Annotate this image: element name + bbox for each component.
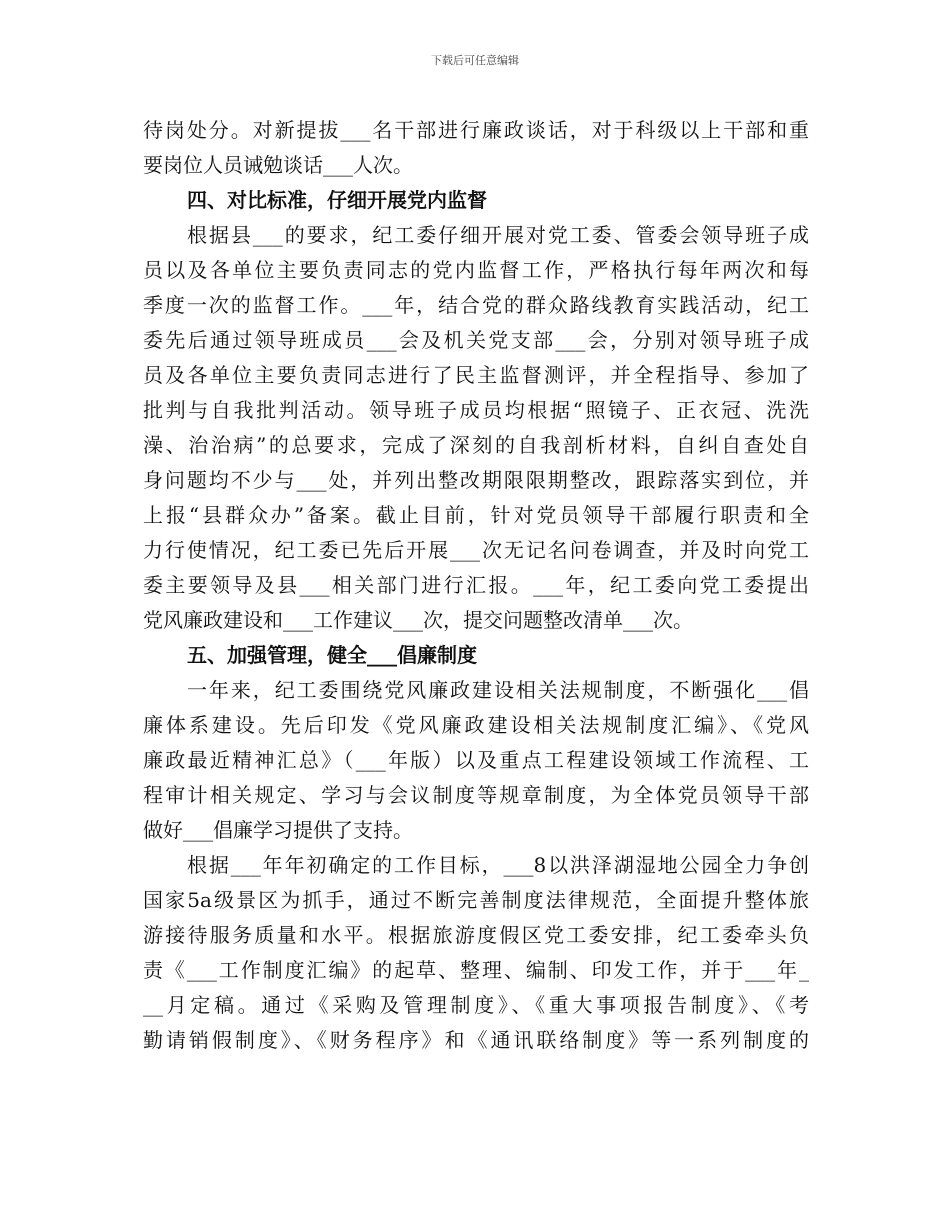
body-line: 根据县___的要求，纪工委仔细开展对党工委、管委会领导班子成 — [187, 223, 809, 247]
body-line: 批判与自我批判活动。领导班子成员均根据“照镜子、正衣冠、洗洗 — [143, 398, 809, 422]
body-line: __月定稿。通过《采购及管理制度》、《重大事项报告制度》、《考 — [143, 993, 809, 1017]
section-heading: 五、加强管理，健全___倡廉制度 — [187, 643, 477, 667]
body-line: 力行使情况，纪工委已先后开展___次无记名问卷调查，并及时向党工 — [143, 538, 809, 562]
body-line: 要岗位人员诫勉谈话___人次。 — [143, 153, 413, 177]
page-header: 下载后可任意编辑 — [431, 54, 519, 67]
body-line: 待岗处分。对新提拔___名干部进行廉政谈话，对于科级以上干部和重 — [143, 118, 809, 142]
body-line: 做好___倡廉学习提供了支持。 — [143, 818, 413, 842]
body-line: 员以及各单位主要负责同志的党内监督工作，严格执行每年两次和每 — [143, 258, 809, 282]
body-line: 国家5a级景区为抓手，通过不断完善制度法律规范，全面提升整体旅 — [143, 888, 809, 912]
body-line: 游接待服务质量和水平。根据旅游度假区党工委安排，纪工委牵头负 — [143, 923, 809, 947]
body-line: 一年来，纪工委围绕党风廉政建设相关法规制度，不断强化___倡 — [187, 678, 809, 702]
section-heading: 四、对比标准，仔细开展党内监督 — [187, 188, 487, 212]
body-line: 身问题均不少与___处，并列出整改期限限期整改，跟踪落实到位，并 — [143, 468, 809, 492]
body-line: 员及各单位主要负责同志进行了民主监督测评，并全程指导、参加了 — [143, 363, 809, 387]
body-line: 委主要领导及县___相关部门进行汇报。___年，纪工委向党工委提出 — [143, 573, 809, 597]
body-line: 廉政最近精神汇总》（___年版）以及重点工程建设领域工作流程、工 — [143, 748, 809, 772]
body-line: 党风廉政建设和___工作建议___次，提交问题整改清单___次。 — [143, 608, 693, 632]
body-line: 上报“县群众办”备案。截止目前，针对党员领导干部履行职责和全 — [143, 503, 809, 527]
body-line: 勤请销假制度》、《财务程序》和《通讯联络制度》等一系列制度的 — [143, 1028, 809, 1052]
body-line: 廉体系建设。先后印发《党风廉政建设相关法规制度汇编》、《党风 — [143, 713, 809, 737]
body-line: 委先后通过领导班成员___会及机关党支部___会，分别对领导班子成 — [143, 328, 809, 352]
body-line: 程审计相关规定、学习与会议制度等规章制度，为全体党员领导干部 — [143, 783, 809, 807]
body-line: 季度一次的监督工作。___年，结合党的群众路线教育实践活动，纪工 — [143, 293, 809, 317]
body-line: 责《___工作制度汇编》的起草、整理、编制、印发工作，并于___年_ — [143, 958, 809, 982]
document-body — [143, 113, 809, 1058]
body-line: 澡、治治病”的总要求，完成了深刻的自我剖析材料，自纠自查处自 — [143, 433, 809, 457]
body-line: 根据___年年初确定的工作目标，___8以洪泽湖湿地公园全力争创 — [187, 853, 809, 877]
